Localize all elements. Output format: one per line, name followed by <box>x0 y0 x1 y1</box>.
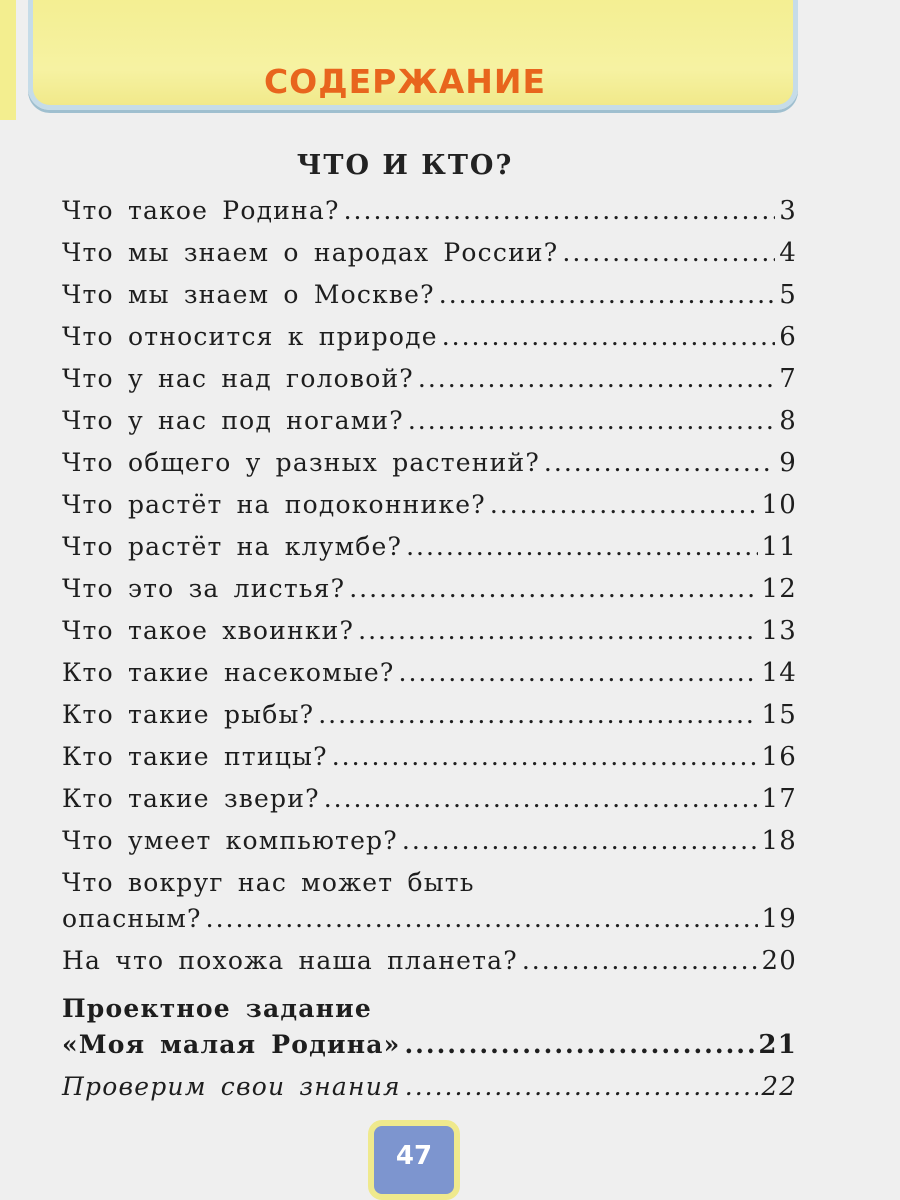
toc-entry[interactable] <box>62 364 797 406</box>
toc-entry-title: Что мы знаем о народах России? <box>62 238 559 267</box>
toc-entry-page: 5 <box>779 280 797 310</box>
toc-entry[interactable] <box>62 826 797 868</box>
toc-entry-page: 15 <box>761 700 797 730</box>
banner-edge <box>0 0 16 120</box>
leader-dots <box>439 280 775 309</box>
leader-dots <box>562 238 775 267</box>
toc-entry[interactable] <box>62 904 797 946</box>
toc-entry-title: На что похожа наша планета? <box>62 946 518 975</box>
leader-dots <box>408 406 775 435</box>
toc-entry-page: 14 <box>761 658 797 688</box>
table-of-contents <box>62 196 797 1114</box>
toc-entry-page: 11 <box>761 532 797 562</box>
leader-dots <box>418 364 775 393</box>
leader-dots <box>358 616 757 645</box>
toc-entry-title: Кто такие звери? <box>62 784 320 813</box>
leader-dots <box>406 532 757 561</box>
leader-dots <box>344 196 776 225</box>
toc-entry-page: 16 <box>761 742 797 772</box>
toc-entry-title: Что умеет компьютер? <box>62 826 398 855</box>
toc-entry[interactable] <box>62 448 797 490</box>
leader-dots <box>405 1072 758 1101</box>
toc-entry-page: 12 <box>761 574 797 604</box>
toc-entry-title: Что такое Родина? <box>62 196 340 225</box>
toc-entry-page: 7 <box>779 364 797 394</box>
toc-entry[interactable] <box>62 616 797 658</box>
leader-dots <box>490 490 758 519</box>
toc-entry-page: 21 <box>758 1030 797 1060</box>
toc-entry-page: 20 <box>761 946 797 976</box>
toc-entry-title: Что у нас над головой? <box>62 364 414 393</box>
toc-entry-page: 13 <box>761 616 797 646</box>
toc-entry[interactable] <box>62 490 797 532</box>
toc-entry-page: 6 <box>779 322 797 352</box>
toc-entry[interactable] <box>62 322 797 364</box>
leader-dots <box>332 742 758 771</box>
section-title: ЧТО И КТО? <box>296 150 514 181</box>
toc-entry-title: Кто такие птицы? <box>62 742 328 771</box>
project-title-line1: Проектное задание <box>62 994 372 1023</box>
toc-entry-page: 8 <box>779 406 797 436</box>
toc-entry-title: Что растёт на клумбе? <box>62 532 403 561</box>
toc-entry[interactable] <box>62 946 797 988</box>
toc-entry-title: Что относится к природе <box>62 322 438 351</box>
toc-entry[interactable] <box>62 574 797 616</box>
toc-entry-title: Кто такие рыбы? <box>62 700 315 729</box>
toc-entry-title: Что растёт на подоконнике? <box>62 490 486 519</box>
leader-dots <box>324 784 758 813</box>
toc-entry-page: 18 <box>761 826 797 856</box>
toc-entry[interactable] <box>62 784 797 826</box>
toc-entry[interactable] <box>62 238 797 280</box>
leader-dots <box>318 700 757 729</box>
leader-dots <box>402 826 758 855</box>
leader-dots <box>442 322 776 351</box>
toc-entry-page: 3 <box>779 196 797 226</box>
toc-entry-check[interactable] <box>62 1072 797 1114</box>
toc-entry[interactable] <box>62 406 797 448</box>
toc-entry-title: Кто такие насекомые? <box>62 658 395 687</box>
toc-entry-project[interactable] <box>62 1030 797 1072</box>
toc-entry-title: Что мы знаем о Москве? <box>62 280 435 309</box>
toc-entry-page: 9 <box>779 448 797 478</box>
toc-entry-title: Что у нас под ногами? <box>62 406 404 435</box>
toc-entry-page: 19 <box>761 904 797 934</box>
toc-entry[interactable] <box>62 280 797 322</box>
toc-entry-title: «Моя малая Родина» <box>62 1030 401 1059</box>
leader-dots <box>399 658 758 687</box>
leader-dots <box>404 1030 754 1059</box>
page-number-badge: 47 <box>368 1120 460 1200</box>
toc-entry-title: Что общего у разных растений? <box>62 448 540 477</box>
toc-entry[interactable] <box>62 196 797 238</box>
leader-dots <box>544 448 775 477</box>
toc-entry[interactable] <box>62 700 797 742</box>
toc-entry-title: Что это за листья? <box>62 574 346 603</box>
toc-entry-title: опасным? <box>62 904 202 933</box>
toc-entry[interactable] <box>62 532 797 574</box>
leader-dots <box>349 574 757 603</box>
leader-dots <box>522 946 758 975</box>
toc-entry-page: 4 <box>779 238 797 268</box>
page-title: СОДЕРЖАНИЕ <box>263 62 547 101</box>
toc-entry-title: Проверим свои знания <box>62 1072 401 1101</box>
toc-entry-page: 10 <box>761 490 797 520</box>
toc-entry[interactable] <box>62 658 797 700</box>
toc-entry-page: 22 <box>761 1072 797 1102</box>
toc-entry-title-line1: Что вокруг нас может быть <box>62 868 475 897</box>
leader-dots <box>206 904 758 933</box>
toc-entry-page: 17 <box>761 784 797 814</box>
toc-entry-title: Что такое хвоинки? <box>62 616 355 645</box>
toc-entry[interactable] <box>62 742 797 784</box>
